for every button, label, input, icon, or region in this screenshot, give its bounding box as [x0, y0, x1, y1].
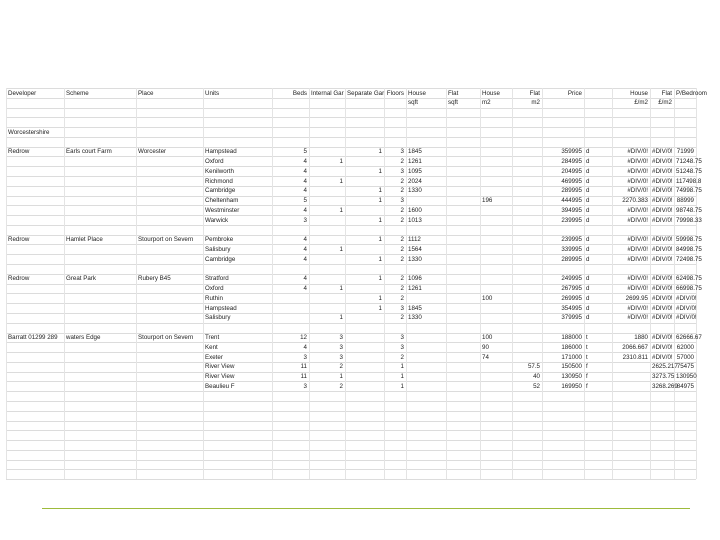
table-cell[interactable]: 74998.75 [676, 187, 702, 195]
grid-col-line [309, 88, 310, 479]
column-header[interactable]: Scheme [66, 89, 89, 97]
table-cell[interactable]: 379995 [561, 314, 582, 322]
column-header[interactable]: House [630, 89, 648, 97]
table-cell[interactable]: Cheltenham [205, 197, 239, 205]
table-cell[interactable]: 4 [303, 245, 307, 253]
table-cell[interactable]: Cambridge [205, 255, 236, 263]
table-cell[interactable]: Kent [205, 343, 218, 351]
grid-col-line [612, 88, 613, 479]
table-cell[interactable]: 1 [378, 187, 382, 195]
table-cell[interactable]: 71999 [676, 148, 694, 156]
table-cell[interactable]: 171000 [561, 353, 582, 361]
table-cell[interactable]: 1 [400, 363, 404, 371]
table-cell[interactable]: 2 [400, 177, 404, 185]
table-cell[interactable]: 3 [303, 353, 307, 361]
table-cell[interactable]: #DIV/0! [627, 255, 648, 263]
table-cell[interactable]: 75475 [676, 363, 694, 371]
table-cell[interactable]: 2 [400, 187, 404, 195]
table-cell[interactable]: 1 [378, 216, 382, 224]
table-cell[interactable]: 12 [300, 334, 307, 341]
table-cell[interactable]: 289995 [561, 187, 582, 195]
table-cell[interactable]: 1 [378, 255, 382, 263]
table-cell[interactable]: 188000 [561, 334, 582, 341]
table-cell[interactable]: 3 [339, 334, 343, 341]
table-cell[interactable]: 339995 [561, 245, 582, 253]
table-cell[interactable]: d [586, 216, 590, 224]
table-cell[interactable]: d [586, 157, 590, 165]
table-cell[interactable]: Trent [205, 334, 220, 341]
table-cell[interactable]: 2 [400, 157, 404, 165]
table-cell[interactable]: 4 [303, 206, 307, 214]
table-cell[interactable]: 1 [378, 304, 382, 312]
table-cell[interactable]: 3 [400, 148, 404, 156]
table-cell[interactable]: 11 [300, 373, 307, 381]
table-cell[interactable]: 196 [482, 197, 493, 205]
table-cell[interactable]: 469995 [561, 177, 582, 185]
table-cell[interactable]: 79998.33 [676, 216, 702, 224]
table-cell[interactable]: 40 [533, 373, 540, 381]
table-cell[interactable]: 2 [400, 294, 404, 302]
table-cell[interactable]: 2 [339, 382, 343, 390]
column-header[interactable]: Internal Gar [311, 89, 344, 97]
grid-col-line [406, 88, 407, 479]
table-cell[interactable]: 2 [339, 363, 343, 371]
table-cell[interactable]: 1845 [408, 304, 422, 312]
grid-col-line [696, 88, 697, 479]
table-cell[interactable]: 1880 [634, 334, 648, 341]
table-cell[interactable]: Beaulieu F [205, 382, 235, 390]
table-cell[interactable]: 1330 [408, 314, 422, 322]
table-cell[interactable]: Stourport on Severn [138, 334, 194, 341]
grid-row-line [6, 137, 696, 138]
table-cell[interactable]: Hampstead [205, 148, 237, 156]
grid-col-line [203, 88, 204, 479]
table-cell[interactable]: 11 [300, 363, 307, 371]
table-cell[interactable]: #DIV/0! [627, 206, 648, 214]
table-cell[interactable]: #DIV/0! [652, 304, 673, 312]
column-header[interactable]: Place [138, 89, 154, 97]
table-cell[interactable]: Great Park [66, 275, 96, 283]
table-cell[interactable]: #DIV/0! [676, 314, 697, 322]
column-subheader[interactable]: sqft [408, 99, 418, 107]
table-cell[interactable]: 62498.75 [676, 275, 702, 283]
table-cell[interactable]: #DIV/0! [652, 206, 673, 214]
table-cell[interactable]: 4 [303, 343, 307, 351]
table-cell[interactable]: 444995 [561, 197, 582, 205]
table-cell[interactable]: #DIV/0! [627, 285, 648, 293]
grid-col-line [480, 88, 481, 479]
table-cell[interactable]: 186000 [561, 343, 582, 351]
table-cell[interactable]: Hamlet Place [66, 236, 103, 244]
table-cell[interactable]: #DIV/0! [652, 343, 673, 351]
table-cell[interactable]: 66998.75 [676, 285, 702, 293]
table-cell[interactable]: 3 [303, 382, 307, 390]
column-header[interactable]: P/Bedroom [676, 89, 707, 97]
column-header[interactable]: Flat [661, 89, 672, 97]
table-cell[interactable]: 1261 [408, 157, 422, 165]
table-cell[interactable]: 1 [378, 197, 382, 205]
column-header[interactable]: Price [567, 89, 582, 97]
grid-row-line [6, 411, 696, 412]
table-cell[interactable]: Rubery B45 [138, 275, 171, 283]
table-cell[interactable]: d [586, 245, 590, 253]
table-cell[interactable]: 3273.75 [652, 373, 675, 381]
table-cell[interactable]: 130950 [676, 373, 697, 381]
table-cell[interactable]: River View [205, 373, 235, 381]
table-cell[interactable]: Oxford [205, 157, 224, 165]
grid-row-line [6, 323, 696, 324]
column-header[interactable]: Flat [448, 89, 459, 97]
table-cell[interactable]: 3 [400, 197, 404, 205]
table-cell[interactable]: 100 [482, 294, 493, 302]
table-cell[interactable]: #DIV/0! [652, 314, 673, 322]
table-cell[interactable]: #DIV/0! [627, 177, 648, 185]
table-cell[interactable]: 267995 [561, 285, 582, 293]
grid-col-line [136, 88, 137, 479]
column-header[interactable]: Developer [8, 89, 37, 97]
table-cell[interactable]: 2024 [408, 177, 422, 185]
table-cell[interactable]: #DIV/0! [652, 245, 673, 253]
table-cell[interactable]: 4 [303, 177, 307, 185]
column-subheader[interactable]: £/m2 [634, 99, 648, 107]
table-cell[interactable]: #DIV/0! [652, 167, 673, 175]
table-cell[interactable]: d [586, 304, 590, 312]
table-cell[interactable]: f [586, 382, 588, 390]
table-cell[interactable]: #DIV/0! [652, 334, 673, 341]
table-cell[interactable]: 62666.67 [676, 334, 702, 341]
table-cell[interactable]: 150500 [561, 363, 582, 371]
table-cell[interactable]: Salisbury [205, 245, 231, 253]
table-cell[interactable]: 2270.383 [622, 197, 648, 205]
table-cell[interactable]: 4 [303, 275, 307, 283]
table-cell[interactable]: #DIV/0! [652, 148, 673, 156]
table-cell[interactable]: Warwick [205, 216, 229, 224]
table-cell[interactable]: #DIV/0! [676, 294, 697, 302]
table-cell[interactable]: #DIV/0! [652, 275, 673, 283]
table-cell[interactable]: 5 [303, 197, 307, 205]
table-cell[interactable]: Worcester [138, 148, 167, 156]
table-cell[interactable]: d [586, 314, 590, 322]
table-cell[interactable]: d [586, 236, 590, 244]
table-cell[interactable]: Westminster [205, 206, 240, 214]
table-cell[interactable]: 2310.811 [622, 353, 648, 361]
table-cell[interactable]: Redrow [8, 236, 30, 244]
table-cell[interactable]: d [586, 275, 590, 283]
table-cell[interactable]: 57000 [676, 353, 694, 361]
table-cell[interactable]: 239995 [561, 236, 582, 244]
column-header[interactable]: Beds [292, 89, 307, 97]
table-cell[interactable]: 90 [482, 343, 489, 351]
table-cell[interactable]: waters Edge [66, 334, 101, 341]
grid-row-line [6, 127, 696, 128]
table-cell[interactable]: d [586, 206, 590, 214]
grid-row-line [6, 450, 696, 451]
table-cell[interactable]: 2 [400, 255, 404, 263]
table-cell[interactable]: d [586, 148, 590, 156]
table-cell[interactable]: #DIV/0! [652, 255, 673, 263]
table-cell[interactable]: 1 [378, 275, 382, 283]
grid-row-line [6, 108, 696, 109]
table-cell[interactable]: 2 [400, 236, 404, 244]
table-cell[interactable]: d [586, 167, 590, 175]
table-cell[interactable]: 354995 [561, 304, 582, 312]
grid-col-line [542, 88, 543, 479]
table-cell[interactable]: 5 [303, 148, 307, 156]
table-cell[interactable]: River View [205, 363, 235, 371]
table-cell[interactable]: 59998.75 [676, 236, 702, 244]
table-cell[interactable]: 249995 [561, 275, 582, 283]
table-cell[interactable]: 3 [339, 353, 343, 361]
grid-row-line [6, 264, 696, 265]
grid-col-line [384, 88, 385, 479]
table-cell[interactable]: #DIV/0! [627, 187, 648, 195]
table-cell[interactable]: 2 [400, 285, 404, 293]
table-cell[interactable]: Oxford [205, 285, 224, 293]
grid-col-line [6, 88, 7, 479]
grid-row-line [6, 460, 696, 461]
table-cell[interactable]: 1 [339, 373, 343, 381]
table-cell[interactable]: Stourport on Severn [138, 236, 194, 244]
table-cell[interactable]: Richmond [205, 177, 233, 185]
table-cell[interactable]: 52 [533, 382, 540, 390]
grid-col-line [512, 88, 513, 479]
table-cell[interactable]: 1 [339, 245, 343, 253]
table-cell[interactable]: #DIV/0! [652, 353, 673, 361]
table-cell[interactable]: 3 [400, 343, 404, 351]
table-cell[interactable]: 1096 [408, 275, 422, 283]
column-subheader[interactable]: m2 [482, 99, 491, 107]
table-cell[interactable]: 284995 [561, 157, 582, 165]
grid-row-line [6, 440, 696, 441]
table-cell[interactable]: 1330 [408, 187, 422, 195]
table-cell[interactable]: 130950 [561, 373, 582, 381]
table-cell[interactable]: #DIV/0! [627, 275, 648, 283]
table-cell[interactable]: 1 [339, 206, 343, 214]
table-cell[interactable]: 51248.75 [676, 167, 702, 175]
table-cell[interactable]: d [586, 187, 590, 195]
table-cell[interactable]: 1564 [408, 245, 422, 253]
table-cell[interactable]: 4 [303, 157, 307, 165]
table-cell[interactable]: 3 [400, 334, 404, 341]
grid-row-line [6, 391, 696, 392]
table-cell[interactable]: Exeter [205, 353, 223, 361]
table-cell[interactable]: 2066.667 [622, 343, 648, 351]
table-cell[interactable]: Redrow [8, 148, 30, 156]
table-cell[interactable]: #DIV/0! [627, 167, 648, 175]
table-cell[interactable]: 84998.75 [676, 245, 702, 253]
table-cell[interactable]: 1 [378, 236, 382, 244]
column-header[interactable]: Separate Gar [347, 89, 385, 97]
table-cell[interactable]: 2 [400, 206, 404, 214]
table-cell[interactable]: 4 [303, 255, 307, 263]
table-cell[interactable]: #DIV/0! [627, 236, 648, 244]
grid-row-line [6, 479, 696, 480]
table-cell[interactable]: 359995 [561, 148, 582, 156]
table-cell[interactable]: 1 [339, 314, 343, 322]
table-cell[interactable]: 2 [400, 353, 404, 361]
table-cell[interactable]: 1112 [408, 236, 421, 244]
table-cell[interactable]: 98748.75 [676, 206, 702, 214]
table-cell[interactable]: 3 [400, 304, 404, 312]
table-cell[interactable]: 62000 [676, 343, 694, 351]
table-cell[interactable]: Stratford [205, 275, 229, 283]
grid-col-line [345, 88, 346, 479]
table-cell[interactable]: 239995 [561, 216, 582, 224]
table-cell[interactable]: 72498.75 [676, 255, 702, 263]
table-cell[interactable]: t [586, 334, 588, 341]
table-cell[interactable]: 1261 [408, 285, 422, 293]
table-cell[interactable]: f [586, 373, 588, 381]
table-cell[interactable]: #DIV/0! [627, 304, 648, 312]
table-cell[interactable]: 204995 [561, 167, 582, 175]
table-cell[interactable]: #DIV/0! [652, 236, 673, 244]
table-cell[interactable]: 88999 [676, 197, 694, 205]
table-cell[interactable]: 71248.75 [676, 157, 702, 165]
table-cell[interactable]: #DIV/0! [627, 148, 648, 156]
table-cell[interactable]: #DIV/0! [627, 157, 648, 165]
table-cell[interactable]: 1 [378, 294, 382, 302]
column-header[interactable]: Floors [386, 89, 404, 97]
table-cell[interactable]: 1 [378, 148, 382, 156]
table-cell[interactable]: 4 [303, 187, 307, 195]
table-cell[interactable]: t [586, 343, 588, 351]
grid-row-line [6, 98, 696, 99]
table-cell[interactable]: Hampstead [205, 304, 237, 312]
table-cell[interactable]: 2625.217 [652, 363, 678, 371]
table-cell[interactable]: 269995 [561, 294, 582, 302]
column-header[interactable]: House [408, 89, 426, 97]
grid-row-line [6, 469, 696, 470]
table-cell[interactable]: #DIV/0! [676, 304, 697, 312]
table-cell[interactable]: 1 [339, 157, 343, 165]
table-cell[interactable]: f [586, 363, 588, 371]
table-cell[interactable]: 74 [482, 353, 489, 361]
table-cell[interactable]: 1330 [408, 255, 422, 263]
table-cell[interactable]: 84975 [676, 382, 694, 390]
table-cell[interactable]: d [586, 294, 590, 302]
table-cell[interactable]: 1013 [408, 216, 422, 224]
column-subheader[interactable]: £/m2 [658, 99, 672, 107]
table-cell[interactable]: Ruthin [205, 294, 223, 302]
table-cell[interactable]: Cambridge [205, 187, 236, 195]
table-cell[interactable]: 394995 [561, 206, 582, 214]
column-subheader[interactable]: sqft [448, 99, 458, 107]
table-cell[interactable]: #DIV/0! [652, 177, 673, 185]
table-cell[interactable]: 1 [400, 382, 404, 390]
table-cell[interactable]: d [586, 255, 590, 263]
table-cell[interactable]: 3 [400, 167, 404, 175]
table-cell[interactable]: 169950 [561, 382, 582, 390]
table-cell[interactable]: #DIV/0! [627, 216, 648, 224]
table-cell[interactable]: Redrow [8, 275, 30, 283]
table-cell[interactable]: 1 [378, 167, 382, 175]
grid-col-line [272, 88, 273, 479]
table-cell[interactable]: 1600 [408, 206, 422, 214]
table-cell[interactable]: 117498.8 [676, 177, 702, 185]
table-cell[interactable]: 1095 [408, 167, 422, 175]
table-cell[interactable]: t [586, 353, 588, 361]
table-cell[interactable]: 2699.95 [625, 294, 648, 302]
column-header[interactable]: Units [205, 89, 220, 97]
table-cell[interactable]: 3268.269 [652, 382, 678, 390]
table-cell[interactable]: Worcestershire [8, 128, 50, 136]
grid-col-line [650, 88, 651, 479]
table-cell[interactable]: #DIV/0! [652, 197, 673, 205]
table-cell[interactable]: #DIV/0! [652, 187, 673, 195]
table-cell[interactable]: 2 [400, 245, 404, 253]
table-cell[interactable]: Barratt 01299 289 [8, 334, 58, 341]
table-cell[interactable]: 1 [339, 177, 343, 185]
table-cell[interactable]: Salisbury [205, 314, 231, 322]
table-cell[interactable]: 2 [400, 275, 404, 283]
column-subheader[interactable]: m2 [531, 99, 540, 107]
table-cell[interactable]: 4 [303, 236, 307, 244]
grid-row-line [6, 225, 696, 226]
table-cell[interactable]: 1 [400, 373, 404, 381]
table-cell[interactable]: 2 [400, 314, 404, 322]
grid-row-line [6, 117, 696, 118]
table-cell[interactable]: 3 [303, 216, 307, 224]
table-cell[interactable]: 1845 [408, 148, 422, 156]
table-cell[interactable]: 289995 [561, 255, 582, 263]
column-header[interactable]: House [482, 89, 500, 97]
table-cell[interactable]: #DIV/0! [652, 157, 673, 165]
grid-col-line [64, 88, 65, 479]
table-cell[interactable]: 100 [482, 334, 493, 341]
table-cell[interactable]: #DIV/0! [652, 294, 673, 302]
grid-row-line [6, 401, 696, 402]
table-cell[interactable]: Earls court Farm [66, 148, 112, 156]
table-cell[interactable]: 3 [339, 343, 343, 351]
table-cell[interactable]: 1 [339, 285, 343, 293]
table-cell[interactable]: d [586, 285, 590, 293]
table-cell[interactable]: Kenilworth [205, 167, 234, 175]
table-cell[interactable]: 2 [400, 216, 404, 224]
table-cell[interactable]: #DIV/0! [652, 216, 673, 224]
grid-row-line [6, 421, 696, 422]
table-cell[interactable]: 4 [303, 285, 307, 293]
table-cell[interactable]: #DIV/0! [652, 285, 673, 293]
grid-row-line [6, 430, 696, 431]
table-cell[interactable]: 57.5 [527, 363, 540, 371]
column-header[interactable]: Flat [529, 89, 540, 97]
table-cell[interactable]: 4 [303, 167, 307, 175]
grid-col-line [584, 88, 585, 479]
table-cell[interactable]: #DIV/0! [627, 245, 648, 253]
table-cell[interactable]: Pembroke [205, 236, 234, 244]
grid-col-line [674, 88, 675, 479]
table-cell[interactable]: #DIV/0! [627, 314, 648, 322]
table-cell[interactable]: d [586, 177, 590, 185]
footer-rule [42, 508, 690, 509]
table-cell[interactable]: d [586, 197, 590, 205]
grid-col-line [446, 88, 447, 479]
spreadsheet [6, 88, 707, 479]
